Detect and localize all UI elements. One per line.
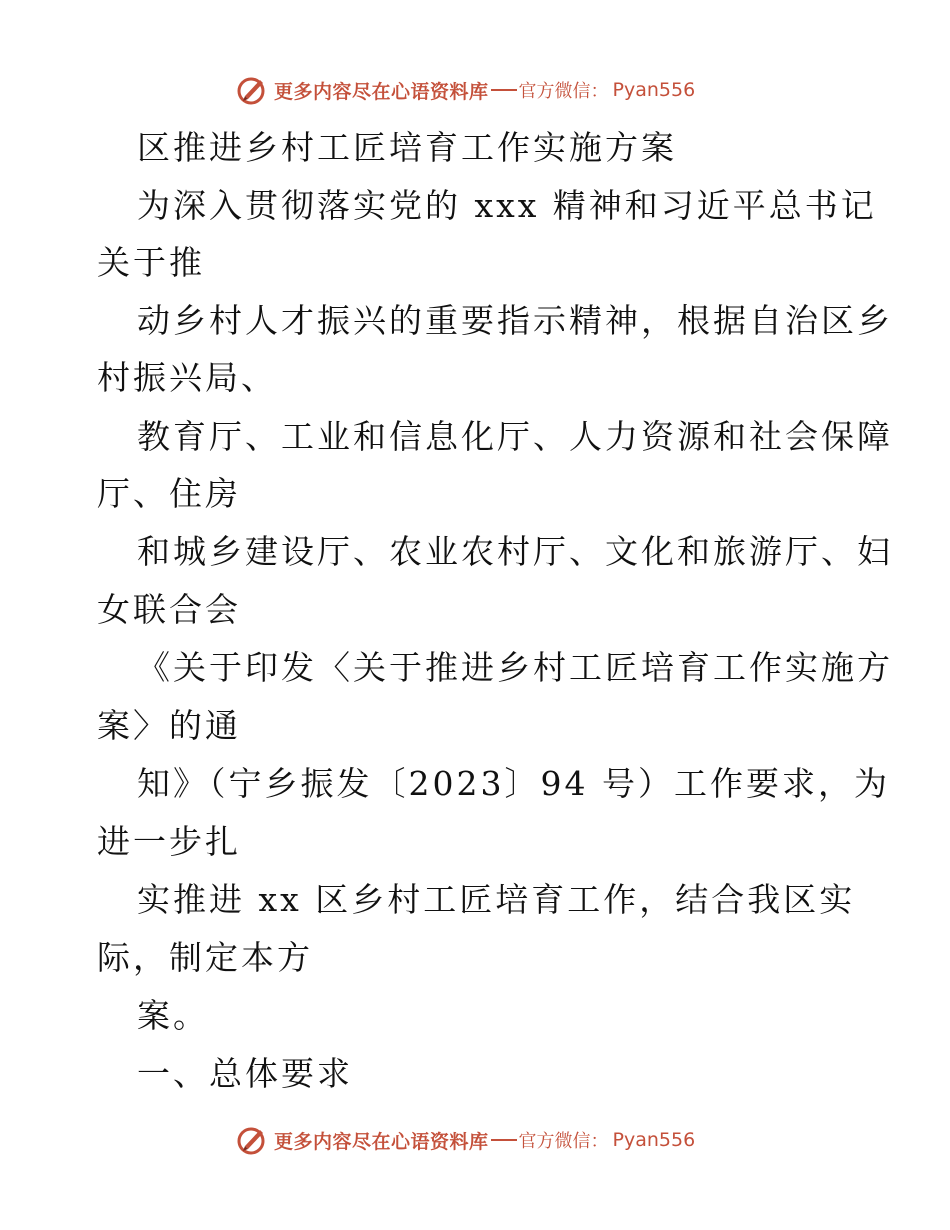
paragraph-line: 实推进 xx 区乡村工匠培育工作，结合我区实 bbox=[137, 880, 856, 919]
paragraph-line: 村振兴局、 bbox=[97, 358, 277, 397]
paragraph-line: 女联合会 bbox=[97, 590, 241, 629]
watermark-dash bbox=[491, 1139, 517, 1141]
watermark-main-text: 更多内容尽在心语资料库 bbox=[274, 1130, 489, 1153]
paragraph-line: 教育厅、工业和信息化厅、人力资源和社会保障 bbox=[137, 417, 893, 456]
paragraph-line: 为深入贯彻落实党的 xxx 精神和习近平总书记 bbox=[137, 186, 877, 225]
watermark-banner-bottom bbox=[236, 1123, 695, 1157]
paragraph-line: 和城乡建设厅、农业农村厅、文化和旅游厅、妇 bbox=[137, 532, 893, 571]
watermark-wechat-id: Pyan556 bbox=[612, 1129, 696, 1151]
paragraph-line: 厅、住房 bbox=[97, 474, 241, 513]
watermark-official-text: 官方微信： bbox=[518, 81, 609, 102]
paragraph-line: 动乡村人才振兴的重要指示精神，根据自治区乡 bbox=[137, 301, 893, 340]
paragraph-line: 案〉的通 bbox=[97, 706, 241, 745]
paragraph-line: 关于推 bbox=[97, 243, 205, 282]
section-heading: 一、总体要求 bbox=[137, 1054, 353, 1093]
watermark-official-text: 官方微信： bbox=[518, 1131, 609, 1152]
paragraph-line: 进一步扎 bbox=[97, 822, 241, 861]
paragraph-line: 知》（宁乡振发〔2023〕94 号）工作要求，为 bbox=[137, 764, 890, 803]
watermark-wechat-id: Pyan556 bbox=[612, 79, 696, 101]
quill-pen-logo-icon bbox=[236, 1124, 268, 1156]
paragraph-line: 案。 bbox=[137, 996, 209, 1035]
watermark-main-text: 更多内容尽在心语资料库 bbox=[274, 80, 489, 103]
paragraph-line: 《关于印发〈关于推进乡村工匠培育工作实施方 bbox=[137, 648, 893, 687]
paragraph-line: 际，制定本方 bbox=[97, 938, 313, 977]
document-title: 区推进乡村工匠培育工作实施方案 bbox=[137, 128, 677, 167]
